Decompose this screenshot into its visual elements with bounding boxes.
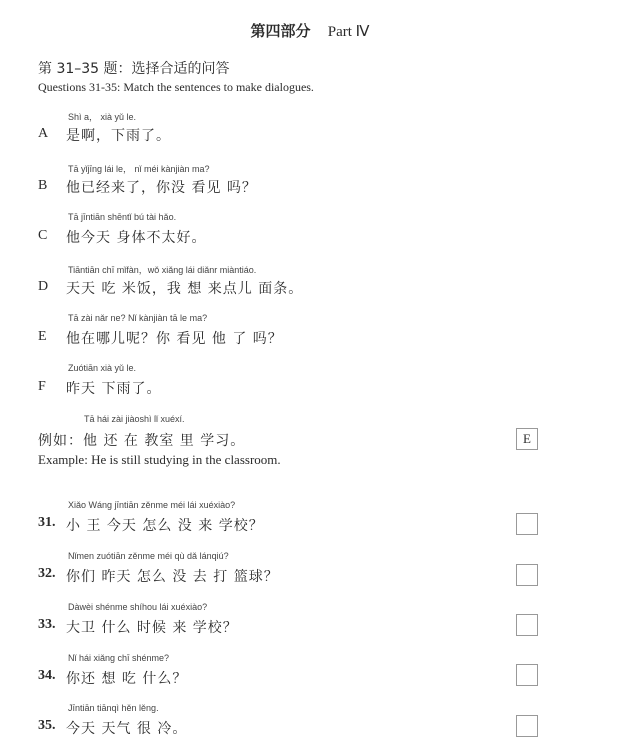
option-c-hanzi: 他今天 身体不太好。 [66,230,207,246]
question-32-hanzi: 你们 昨天 怎么 没 去 打 篮球？ [66,569,279,585]
question-33-number: 33. [38,617,56,632]
example-hanzi: 例如：他 还 在 教室 里 学习。 [38,433,246,449]
question-35-pinyin: Jīntiān tiānqì hěn lěng. [68,703,159,713]
part-title-cn: 第四部分 [250,22,311,40]
question-31-pinyin: Xiǎo Wáng jīntiān zěnme méi lái xuéxiào? [68,500,236,510]
option-e-hanzi: 他在哪儿呢？你 看见 他 了 吗？ [66,331,283,347]
question-34-number: 34. [38,668,56,683]
option-b-letter: B [38,178,48,193]
option-d-pinyin: Tiāntiān chī mǐfàn，wǒ xiǎng lái diǎnr miàntiáo. [68,265,257,275]
option-e-pinyin: Tā zài nǎr ne? Nǐ kànjiàn tā le ma? [68,313,208,323]
example-pinyin: Tā hái zài jiàoshì lǐ xuéxí. [84,414,185,424]
question-35-hanzi: 今天 天气 很 冷。 [66,721,188,737]
option-c-pinyin: Tā jīntiān shēntǐ bú tài hǎo. [68,212,177,222]
question-35-answer-box[interactable] [516,715,538,737]
option-e-letter: E [38,329,47,344]
question-34-pinyin: Nǐ hái xiǎng chī shénme? [68,653,170,663]
option-a-pinyin: Shì a， xià yǔ le. [68,112,137,122]
part-title [0,20,620,41]
question-33-hanzi: 大卫 什么 时候 来 学校？ [66,620,238,636]
question-31-hanzi: 小 王 今天 怎么 没 来 学校？ [66,518,264,534]
question-33-answer-box[interactable] [516,614,538,636]
section-heading: 第 31–35 题：选择合适的问答 [38,61,230,77]
option-d-letter: D [38,279,49,294]
question-31-answer-box[interactable] [516,513,538,535]
option-f-letter: F [38,379,46,394]
option-f-pinyin: Zuótiān xià yǔ le. [68,363,137,373]
question-32-answer-box[interactable] [516,564,538,586]
option-b-pinyin: Tā yǐjīng lái le， nǐ méi kànjiàn ma? [68,164,210,174]
example-english: Example: He is still studying in the classroom. [38,452,281,467]
section-subheading: Questions 31-35: Match the sentences to make dialogues. [38,80,314,94]
example-answer-box: E [516,428,538,450]
question-33-pinyin: Dàwèi shénme shíhou lái xuéxiào? [68,602,208,612]
option-a-hanzi: 是啊，下雨了。 [66,128,171,144]
part-title-en: Part Ⅳ [327,24,370,40]
option-b-hanzi: 他已经来了，你没 看见 吗？ [66,180,257,196]
question-32-number: 32. [38,566,56,581]
option-c-letter: C [38,228,48,243]
question-34-hanzi: 你还 想 吃 什么？ [66,671,188,687]
question-34-answer-box[interactable] [516,664,538,686]
question-35-number: 35. [38,718,56,733]
question-32-pinyin: Nǐmen zuótiān zěnme méi qù dǎ lánqiú? [68,551,229,561]
option-a-letter: A [38,126,49,141]
option-d-hanzi: 天天 吃 米饭，我 想 来点儿 面条。 [66,281,304,297]
question-31-number: 31. [38,515,56,530]
option-f-hanzi: 昨天 下雨了。 [66,381,162,397]
